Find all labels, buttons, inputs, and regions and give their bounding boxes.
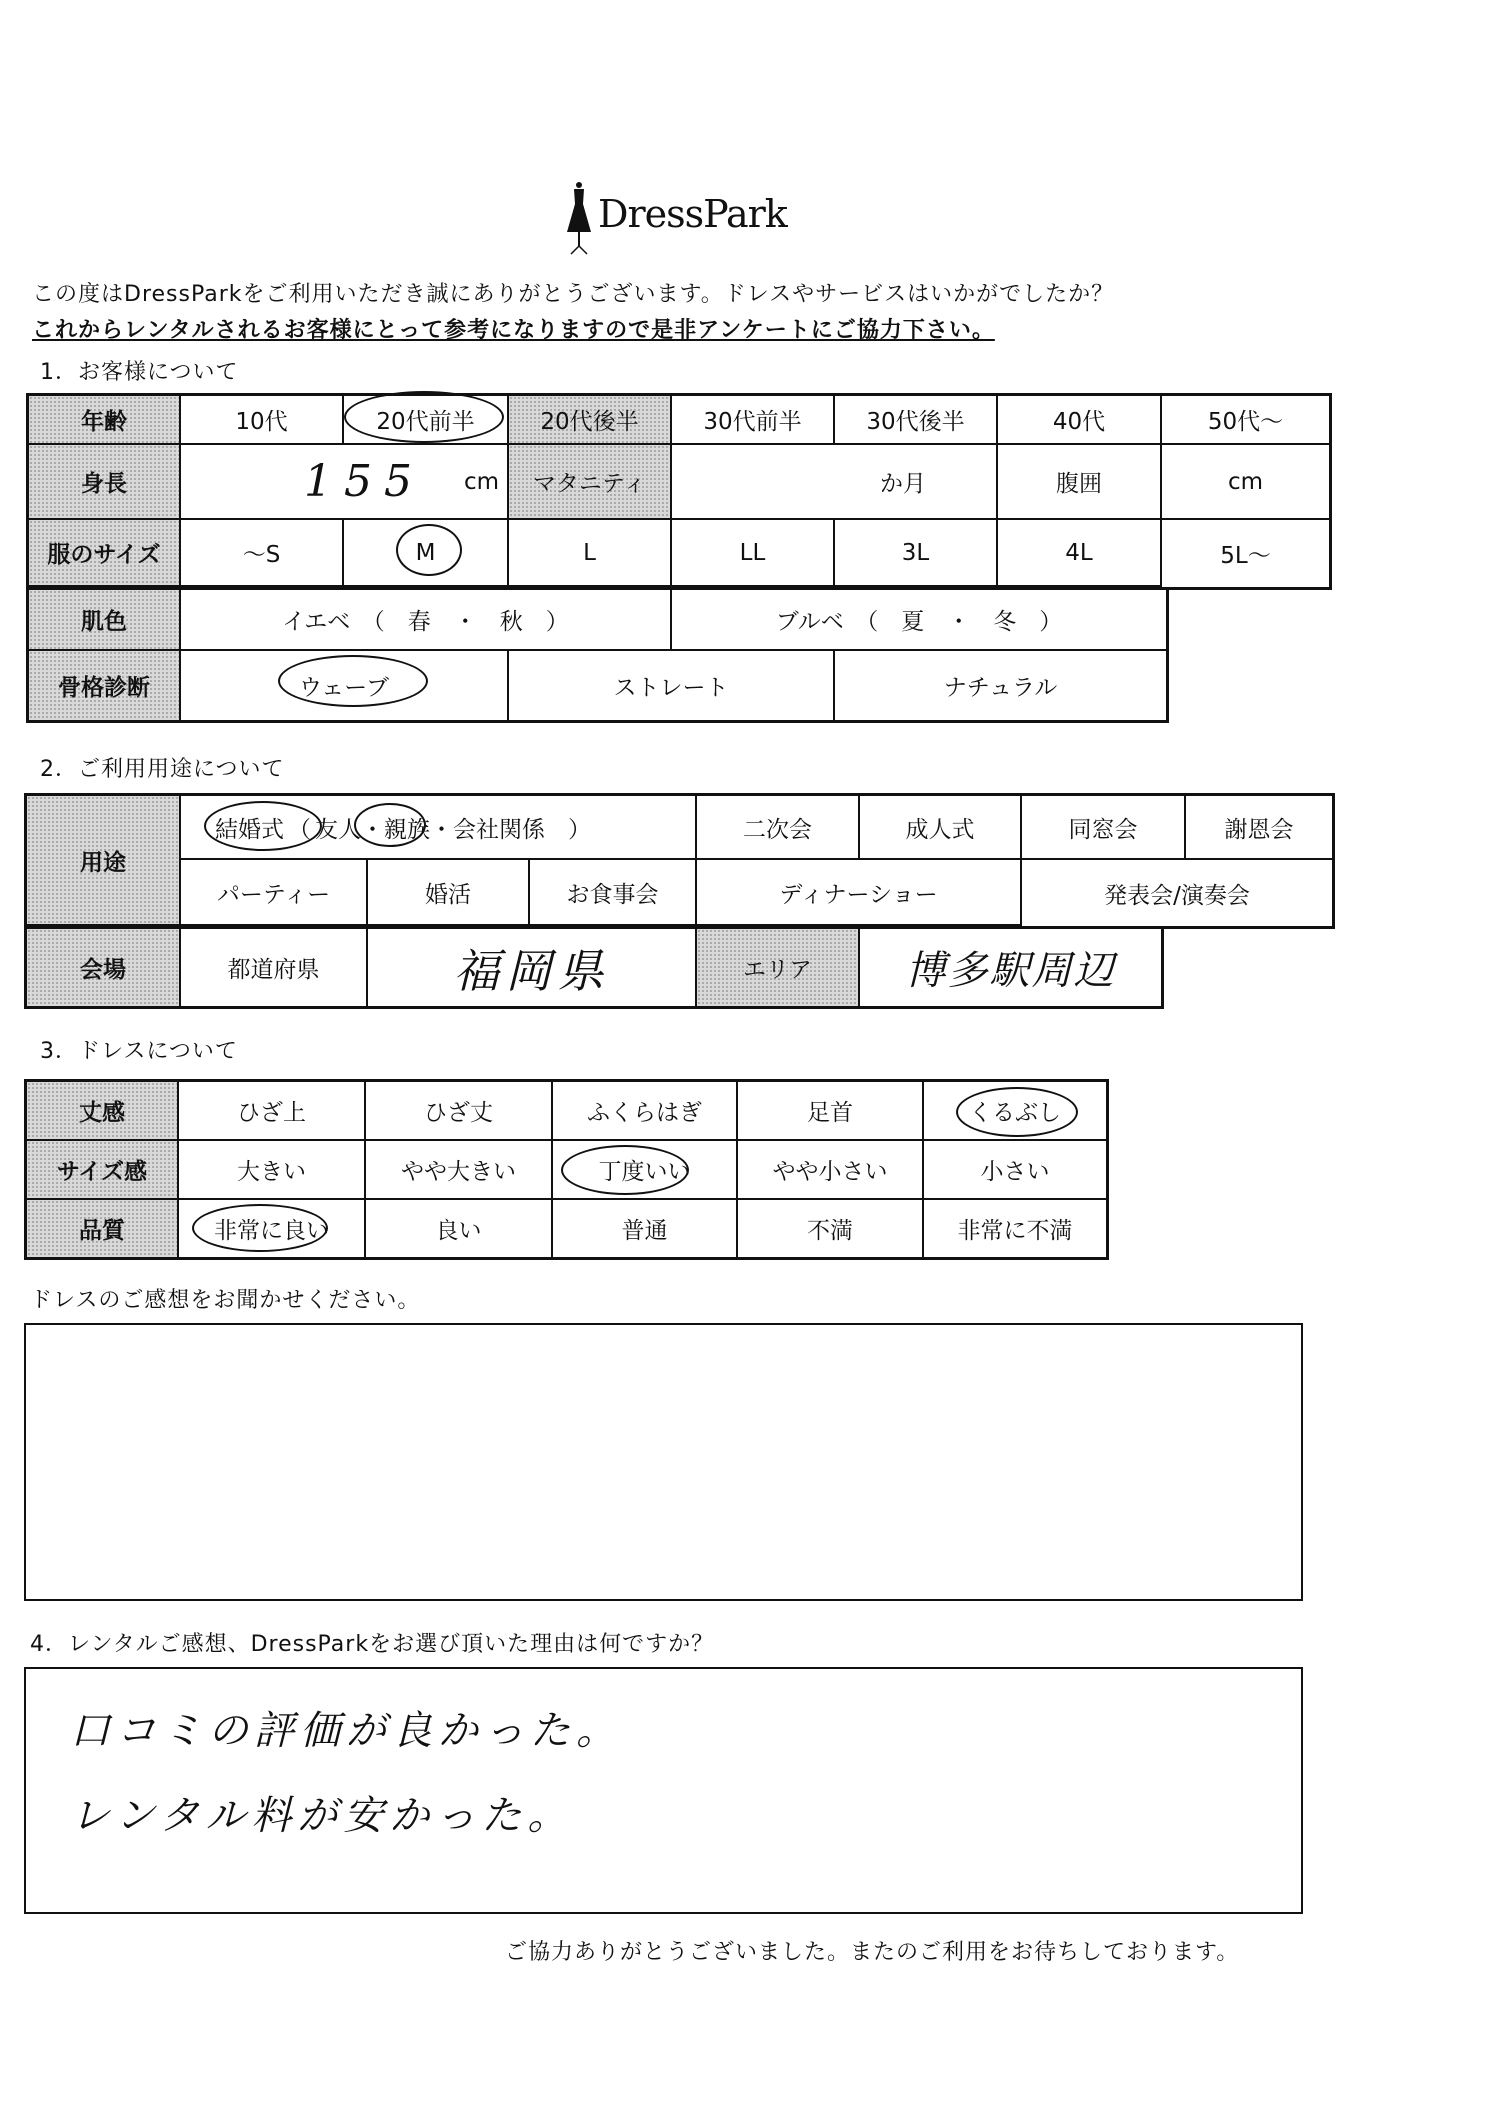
size-option[interactable]: ～S bbox=[181, 520, 344, 587]
usage-option[interactable]: 婚活 bbox=[368, 860, 530, 926]
age-option[interactable]: 50代～ bbox=[1162, 396, 1329, 445]
length-option[interactable]: ひざ上 bbox=[179, 1082, 366, 1141]
skin-yellow-option[interactable]: イエベ （ 春 ・ 秋 ） bbox=[181, 590, 672, 651]
frame-option[interactable]: ナチュラル bbox=[943, 675, 1058, 701]
age-option[interactable]: 30代前半 bbox=[672, 396, 835, 445]
selection-circle bbox=[956, 1087, 1078, 1137]
prefecture-value: 福岡県 bbox=[453, 943, 610, 998]
section1-title: 1．お客様について bbox=[40, 360, 239, 385]
selection-circle bbox=[192, 1204, 328, 1252]
size-option[interactable]: L bbox=[509, 520, 672, 587]
age-option[interactable]: 10代 bbox=[181, 396, 344, 445]
age-label: 年齢 bbox=[29, 396, 181, 445]
maternity-label: マタニティ bbox=[509, 445, 672, 520]
selection-circle bbox=[204, 801, 322, 851]
selection-circle bbox=[278, 655, 428, 707]
age-option[interactable]: 30代後半 bbox=[835, 396, 998, 445]
usage-option[interactable]: パーティー bbox=[181, 860, 368, 926]
waist-unit[interactable]: cm bbox=[1162, 445, 1329, 520]
intro-request: これからレンタルされるお客様にとって参考になりますので是非アンケートにご協力下さい。 bbox=[32, 318, 995, 343]
height-value: 155 bbox=[303, 456, 424, 507]
usage-option[interactable]: 同窓会 bbox=[1022, 796, 1186, 860]
fit-option[interactable]: やや小さい bbox=[738, 1141, 924, 1200]
relation-text: ・親族・会社関係 ） bbox=[361, 816, 591, 843]
section4-title: 4．レンタルご感想、DressParkをお選び頂いた理由は何ですか？ bbox=[30, 1632, 715, 1657]
dress-table bbox=[24, 1079, 1109, 1260]
usage-option[interactable]: ディナーショー bbox=[697, 860, 1022, 926]
prefecture-label: 都道府県 bbox=[181, 929, 368, 1006]
usage-option[interactable]: 発表会/演奏会 bbox=[1104, 882, 1250, 909]
usage-table bbox=[24, 793, 1335, 1009]
area-field[interactable] bbox=[860, 929, 1161, 1006]
length-option[interactable]: 足首 bbox=[738, 1082, 924, 1141]
age-option[interactable]: 20代前半 bbox=[344, 396, 509, 445]
size-option[interactable]: 4L bbox=[998, 520, 1162, 587]
section3-title: 3．ドレスについて bbox=[40, 1039, 238, 1064]
frame-option[interactable]: ウェーブ bbox=[181, 651, 509, 720]
customer-table bbox=[26, 393, 1332, 723]
friend-text: 友人 bbox=[315, 816, 361, 843]
size-label: 服のサイズ bbox=[29, 520, 181, 587]
paren-open: （ bbox=[288, 816, 311, 843]
reason-line: レンタル料が安かった。 bbox=[70, 1793, 574, 1839]
selection-circle bbox=[354, 803, 426, 847]
usage-option[interactable]: 成人式 bbox=[860, 796, 1022, 860]
age-option[interactable]: 20代後半 bbox=[509, 396, 672, 445]
fit-option[interactable]: 丁度いい bbox=[553, 1141, 738, 1200]
age-option[interactable]: 40代 bbox=[998, 396, 1162, 445]
maternity-months-field[interactable]: か月 bbox=[672, 445, 998, 520]
waist-label: 腹囲 bbox=[998, 445, 1162, 520]
fit-option[interactable]: やや大きい bbox=[366, 1141, 553, 1200]
reason-answer-box[interactable] bbox=[24, 1667, 1303, 1914]
selection-circle bbox=[561, 1145, 689, 1195]
height-unit: cm bbox=[463, 468, 499, 495]
dress-icon bbox=[562, 180, 596, 256]
skin-blue-option[interactable]: ブルベ （ 夏 ・ 冬 ） bbox=[672, 590, 1166, 651]
quality-option[interactable]: 良い bbox=[366, 1200, 553, 1257]
fit-option[interactable]: 小さい bbox=[924, 1141, 1106, 1200]
size-option[interactable]: 3L bbox=[835, 520, 998, 587]
quality-option[interactable]: 非常に良い bbox=[179, 1200, 366, 1257]
quality-label: 品質 bbox=[27, 1200, 179, 1257]
area-label: エリア bbox=[697, 929, 860, 1006]
selection-circle bbox=[396, 524, 462, 576]
area-value: 博多駅周辺 bbox=[905, 948, 1116, 994]
dresspark-logo bbox=[560, 180, 820, 260]
skin-label: 肌色 bbox=[29, 590, 181, 651]
frame-option[interactable]: ストレート bbox=[509, 651, 835, 720]
quality-option[interactable]: 非常に不満 bbox=[957, 1218, 1073, 1244]
quality-option[interactable]: 不満 bbox=[738, 1200, 924, 1257]
usage-option[interactable]: 謝恩会 bbox=[1186, 796, 1332, 860]
usage-option[interactable]: お食事会 bbox=[530, 860, 697, 926]
prefecture-field[interactable] bbox=[368, 929, 697, 1006]
usage-label: 用途 bbox=[27, 796, 181, 926]
selection-circle bbox=[344, 391, 504, 443]
wedding-text: 結婚式 bbox=[215, 816, 284, 843]
height-field[interactable] bbox=[181, 445, 509, 520]
dress-comment-prompt: ドレスのご感想をお聞かせください。 bbox=[30, 1288, 421, 1313]
length-option[interactable]: ひざ丈 bbox=[366, 1082, 553, 1141]
dress-comment-box[interactable] bbox=[24, 1323, 1303, 1601]
height-label: 身長 bbox=[29, 445, 181, 520]
length-option[interactable]: くるぶし bbox=[924, 1082, 1106, 1141]
size-option[interactable]: 5L～ bbox=[1220, 543, 1271, 569]
closing-message: ご協力ありがとうございました。またのご利用をお待ちしております。 bbox=[505, 1940, 1240, 1965]
brand-name: DressPark bbox=[598, 192, 787, 236]
quality-option[interactable]: 普通 bbox=[553, 1200, 738, 1257]
reason-line: 口コミの評価が良かった。 bbox=[70, 1708, 622, 1754]
frame-label: 骨格診断 bbox=[29, 651, 181, 720]
size-option[interactable]: M bbox=[344, 520, 509, 587]
length-label: 丈感 bbox=[27, 1082, 179, 1141]
length-option[interactable]: ふくらはぎ bbox=[553, 1082, 738, 1141]
section2-title: 2．ご利用用途について bbox=[40, 757, 285, 782]
fit-label: サイズ感 bbox=[27, 1141, 179, 1200]
fit-option[interactable]: 大きい bbox=[179, 1141, 366, 1200]
usage-option[interactable]: 二次会 bbox=[697, 796, 860, 860]
venue-label: 会場 bbox=[27, 929, 181, 1006]
intro-text: この度はDressParkをご利用いただき誠にありがとうございます。ドレスやサービスはいかがでしたか？ bbox=[32, 282, 1115, 307]
size-option[interactable]: LL bbox=[672, 520, 835, 587]
